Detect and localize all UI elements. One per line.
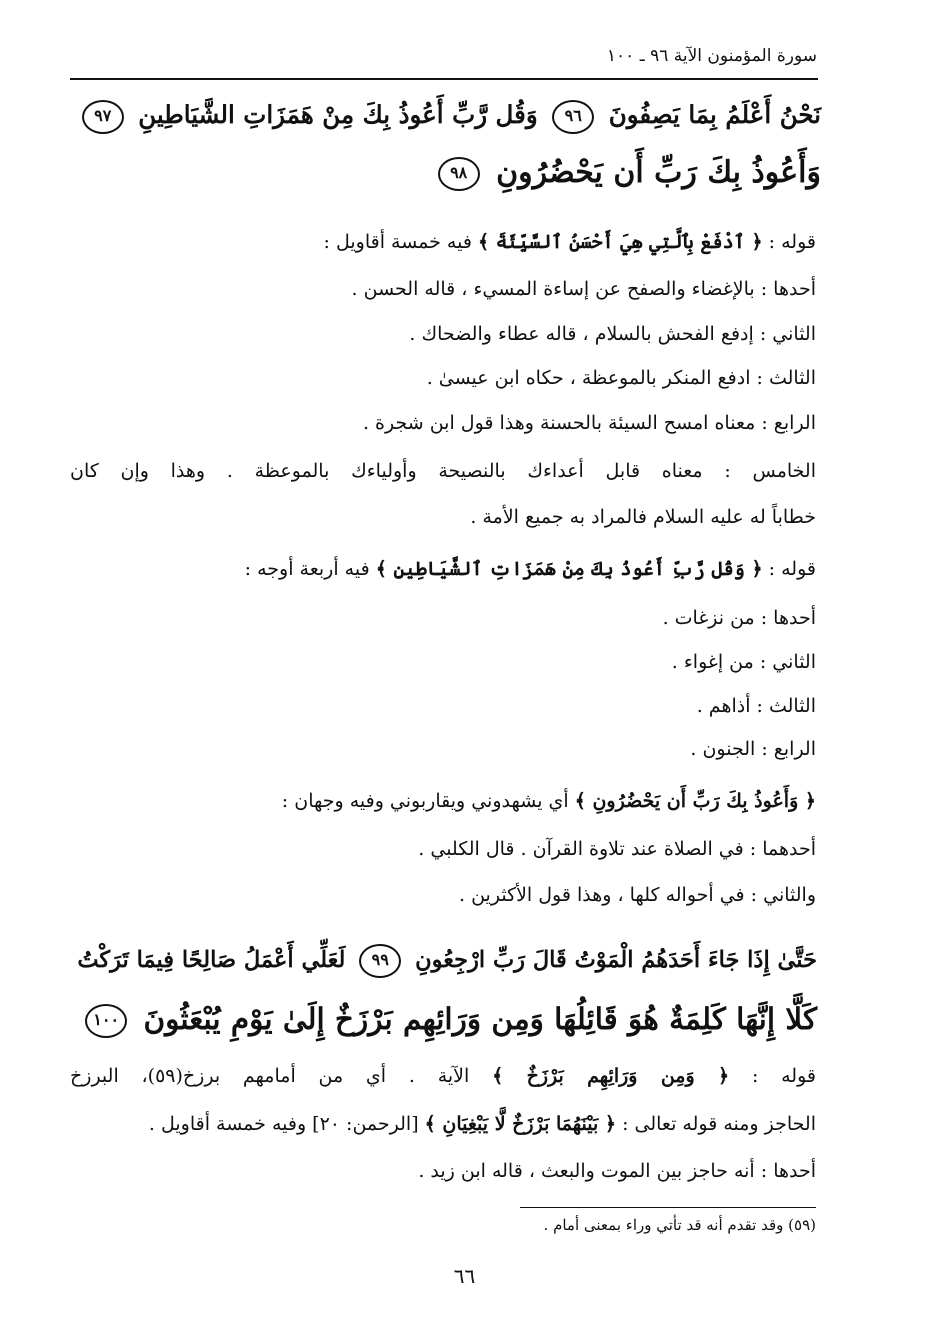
commentary-line (324, 228, 816, 256)
commentary-line: الرابع : الجنون . (690, 738, 816, 760)
commentary-line: الرابع : معناه امسح السيئة بالحسنة وهذا قول ابن شجرة . (362, 412, 816, 434)
commentary-line: أحدها : بالإغضاء والصفح عن إساءة المسيء ، قاله الحسن . (351, 278, 816, 300)
quoted-verse: ﴿ ٱدْفَعْ بِٱلَّتِي هِيَ أَحْسَنُ ٱلسَّيِّئَةَ ﴾ (478, 231, 763, 253)
commentary-line: الثالث : ادفع المنكر بالموعظة ، حكاه ابن عيسىٰ . (426, 367, 816, 389)
commentary-line: أحدها : من نزغات . (662, 607, 816, 629)
running-head: سورة المؤمنون الآية ٩٦ ـ ١٠٠ (606, 46, 817, 66)
verse-text: نَحْنُ أَعْلَمُ بِمَا يَصِفُونَ (608, 100, 821, 129)
verse-text: كَلَّا إِنَّهَا كَلِمَةٌ هُوَ قَائِلُهَا وَمِن وَرَائِهِم بَرْزَخٌ إِلَىٰ يَوْمِ يُبْعَثُونَ (143, 1001, 817, 1036)
verse-text: لَعَلِّي أَعْمَلُ صَالِحًا فِيمَا تَرَكْتُ (77, 947, 346, 973)
commentary-line (245, 555, 816, 583)
page-number: ٦٦ (453, 1264, 476, 1288)
intro-text: الحاجز ومنه قوله تعالى : (622, 1113, 816, 1135)
commentary-line: الثالث : أذاهم . (696, 695, 816, 717)
commentary-line: الخامس : معناه قابل أعداءك بالنصيحة وأولياءك بالموعظة . وهذا وإن كان (70, 460, 816, 482)
intro-text: [الرحمن: ٢٠] وفيه خمسة أقاويل . (148, 1113, 419, 1135)
verse-line (77, 937, 817, 983)
commentary-line: أحدهما : في الصلاة عند تلاوة القرآن . قال الكلبي . (418, 838, 816, 860)
intro-text: فيه خمسة أقاويل : (323, 231, 472, 253)
commentary-line (149, 1110, 816, 1138)
verse-text: حَتَّىٰ إِذَا جَاءَ أَحَدَهُمُ الْمَوْتُ قَالَ رَبِّ ارْجِعُونِ (415, 947, 817, 973)
ayah-number-marker: ١٠٠ (85, 1004, 127, 1038)
commentary-line: أحدها : أنه حاجز بين الموت والبعث ، قاله ابن زيد . (418, 1160, 816, 1182)
commentary-line: الثاني : من إغواء . (671, 651, 816, 673)
verse-line (76, 92, 821, 138)
verse-text: وَأَعُوذُ بِكَ رَبِّ أَن يَحْضُرُونِ (496, 155, 821, 190)
intro-text: أي يشهدوني ويقاربوني وفيه وجهان : (281, 790, 569, 812)
commentary-line (282, 787, 816, 815)
ayah-number-marker: ٩٩ (359, 944, 401, 978)
commentary-line: والثاني : في أحواله كلها ، وهذا قول الأكثرين . (459, 884, 816, 906)
ayah-number-marker: ٩٧ (82, 100, 124, 134)
verse-line (432, 150, 821, 196)
footnote: (٥٩) وقد تقدم أنه قد تأتي وراء بمعنى أمام . (543, 1216, 816, 1234)
footnote-rule (520, 1207, 816, 1208)
commentary-line: الثاني : إدفع الفحش بالسلام ، قاله عطاء والضحاك . (409, 323, 816, 345)
verse-text: وَقُل رَّبِّ أَعُوذُ بِكَ مِنْ هَمَزَاتِ الشَّيَاطِينِ (138, 100, 538, 129)
intro-text: قوله : (768, 558, 816, 580)
ayah-number-marker: ٩٨ (438, 157, 480, 191)
header-rule (70, 78, 818, 80)
quoted-verse: ﴿ بَيْنَهُمَا بَرْزَخٌ لَّا يَبْغِيَانِ ﴾ (424, 1113, 617, 1135)
quoted-verse: ﴿ وَمِن وَرَائِهِم بَرْزَخٌ ﴾ (492, 1065, 730, 1087)
intro-text: الآية . أي من أمامهم برزخ(٥٩)، البرزخ (70, 1065, 470, 1087)
quoted-verse: ﴿ وَقُل رَّبِّ أَعُوذُ بِكَ مِنْ هَمَزَاتِ ٱلشَّيَاطِينِ ﴾ (375, 558, 763, 580)
intro-text: فيه أربعة أوجه : (244, 558, 370, 580)
ayah-number-marker: ٩٦ (552, 100, 594, 134)
verse-line (79, 996, 817, 1042)
intro-text: قوله : (751, 1065, 816, 1087)
intro-text: قوله : (768, 231, 816, 253)
commentary-line: خطاباً له عليه السلام فالمراد به جميع الأمة . (470, 506, 816, 528)
quoted-verse: ﴿ وَأَعُوذُ بِكَ رَبِّ أَن يَحْضُرُونِ ﴾ (574, 790, 816, 812)
commentary-line (70, 1062, 816, 1090)
